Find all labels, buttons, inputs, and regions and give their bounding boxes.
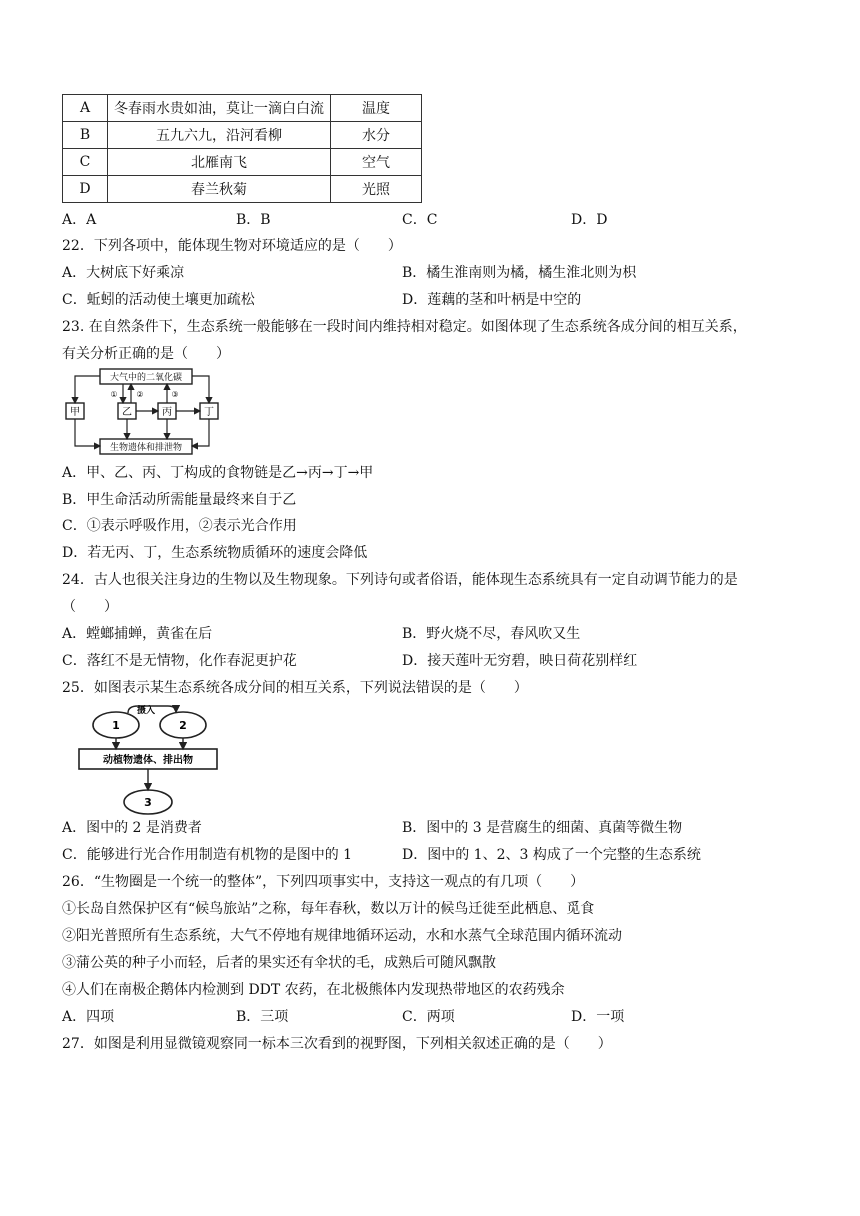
question-24-stem-cont: （ ） [62,599,118,615]
atmosphere-co2-label: 大气中的二氧化碳 [109,373,183,383]
fact-1: ①长岛自然保护区有“候鸟旅站”之称，每年春秋，数以万计的候鸟迁徙至此栖息、觅食 [62,901,595,917]
label-2: ② [136,390,144,399]
option-c: C．能够进行光合作用制造有机物的是图中的 1 [62,847,353,863]
label-3: ③ [171,390,179,399]
option-c: C．C [402,212,438,228]
option-a: A．图中的 2 是消费者 [62,820,202,836]
option-a: A．螳螂捕蝉，黄雀在后 [62,626,213,642]
option-a: A．甲、乙、丙、丁构成的食物链是乙→丙→丁→甲 [62,465,374,481]
option-b: B．橘生淮南则为橘，橘生淮北则为枳 [402,265,637,281]
option-a: A．大树底下好乘凉 [62,265,185,281]
question-22-stem: 22．下列各项中，能体现生物对环境适应的是（ ） [62,238,402,254]
remains-label: 生物遗体和排泄物 [109,443,183,453]
option-b: B．B [236,212,271,228]
option-d: D．莲藕的茎和叶柄是中空的 [402,292,582,308]
q25-diagram [76,700,222,818]
table-cell-factor: 水分 [331,122,422,149]
table-cell-letter: D [63,176,108,203]
table-cell-letter: B [63,122,108,149]
table-row [63,95,422,122]
ellipse-3-label: 3 [144,796,152,809]
option-d: D．一项 [571,1009,625,1025]
ellipse-2-label: 2 [179,719,187,732]
table-cell-text: 五九六九，沿河看柳 [108,122,331,149]
node-yi-label: 乙 [122,407,132,418]
fact-3: ③蒲公英的种子小而轻，后者的果实还有伞状的毛，成熟后可随风飘散 [62,955,496,971]
option-c: C．落红不是无情物，化作春泥更护花 [62,653,297,669]
label-1: ① [110,390,118,399]
option-d: D．图中的 1、2、3 构成了一个完整的生态系统 [402,847,701,863]
ellipse-1-label: 1 [112,719,120,732]
table-row [63,176,422,203]
question-23-stem: 23. 在自然条件下，生态系统一般能够在一段时间内维持相对稳定。如图体现了生态系统各成分间的相互关系， [62,319,747,335]
remains-box-label: 动植物遗体、排出物 [103,755,193,766]
option-a: A．四项 [62,1009,115,1025]
option-c: C．两项 [402,1009,455,1025]
node-jia-label: 甲 [70,407,80,418]
question-25-stem: 25．如图表示某生态系统各成分间的相互关系，下列说法错误的是（ ） [62,680,528,696]
option-d: D．若无丙、丁，生态系统物质循环的速度会降低 [62,545,368,561]
table-cell-factor: 温度 [331,95,422,122]
option-d: D．接天莲叶无穷碧，映日荷花别样红 [402,653,638,669]
table-cell-factor: 光照 [331,176,422,203]
table-cell-text: 北雁南飞 [108,149,331,176]
option-c: C．①表示呼吸作用，②表示光合作用 [62,518,297,534]
q21-table [62,94,422,203]
node-bing-label: 丙 [162,407,172,418]
question-27-stem: 27．如图是利用显微镜观察同一标本三次看到的视野图，下列相关叙述正确的是（ ） [62,1036,612,1052]
question-26-stem: 26．“生物圈是一个统一的整体”，下列四项事实中，支持这一观点的有几项（ ） [62,874,585,890]
fact-2: ②阳光普照所有生态系统，大气不停地有规律地循环运动，水和水蒸气全球范围内循环流动 [62,928,622,944]
option-b: B．甲生命活动所需能量最终来自于乙 [62,492,297,508]
option-d: D．D [571,212,608,228]
question-23-stem-cont: 有关分析正确的是（ ） [62,346,230,362]
fact-4: ④人们在南极企鹅体内检测到 DDT 农药，在北极熊体内发现热带地区的农药残余 [62,982,565,998]
table-cell-text: 冬春雨水贵如油，莫让一滴白白流 [108,95,331,122]
question-24-stem: 24．古人也很关注身边的生物以及生物现象。下列诗句或者俗语，能体现生态系统具有一定自动调节能力的是 [62,572,738,588]
option-b: B．三项 [236,1009,289,1025]
option-c: C．蚯蚓的活动使土壤更加疏松 [62,292,255,308]
table-cell-letter: C [63,149,108,176]
option-b: B．图中的 3 是营腐生的细菌、真菌等微生物 [402,820,683,836]
q23-diagram [62,366,232,460]
table-row [63,122,422,149]
option-a: A．A [62,212,97,228]
table-row [63,149,422,176]
option-b: B．野火烧不尽，春风吹又生 [402,626,581,642]
table-cell-letter: A [63,95,108,122]
table-cell-text: 春兰秋菊 [108,176,331,203]
arrow-label-intake: 摄入 [136,706,156,716]
node-ding-label: 丁 [204,407,214,418]
table-cell-factor: 空气 [331,149,422,176]
